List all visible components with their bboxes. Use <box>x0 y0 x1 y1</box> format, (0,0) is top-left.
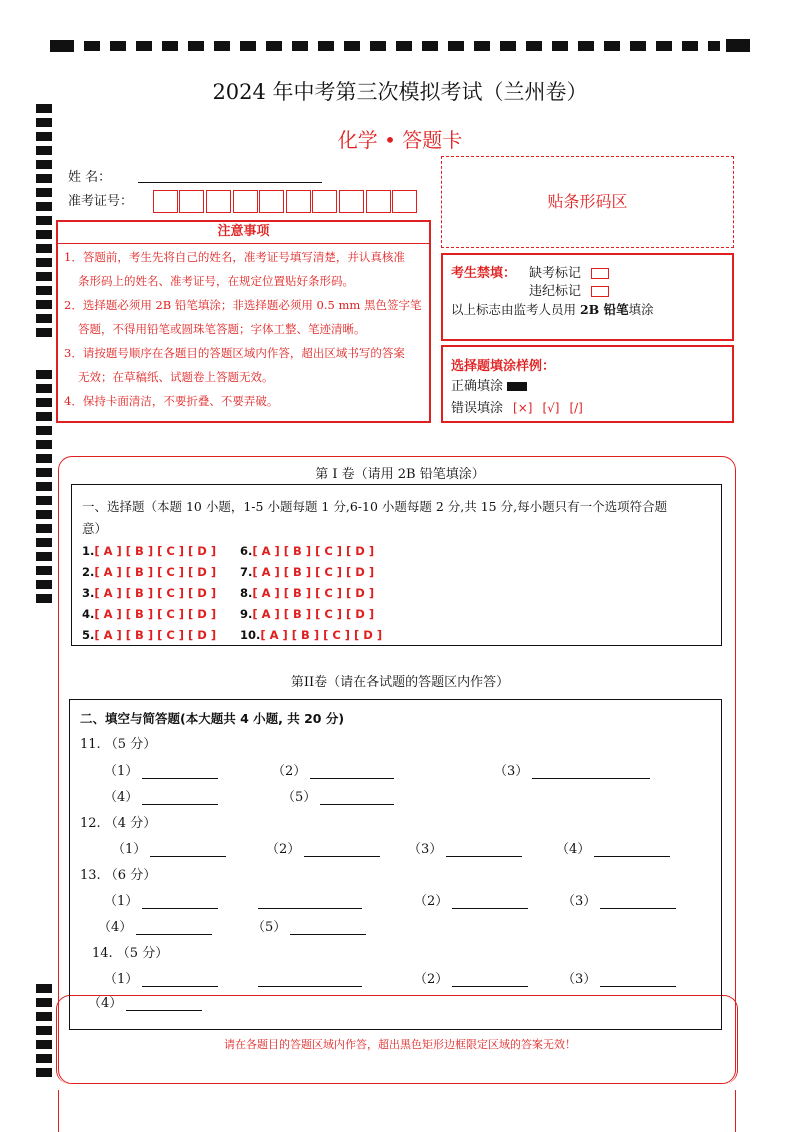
absent-mark[interactable] <box>529 262 609 281</box>
q14-label: 14. （5 分） <box>92 946 169 961</box>
notice-item: 答题，不得用铅笔或圆珠笔答题；字体工整、笔迹清晰。 <box>78 322 366 336</box>
q13-blank-1[interactable]: （1） <box>104 890 362 909</box>
frame-continuation-left <box>58 1090 59 1132</box>
choice-row-9[interactable]: 9.[ A ] [ B ] [ C ] [ D ] <box>240 607 375 621</box>
wrong-mark: [√] <box>542 401 560 415</box>
filled-mark-icon <box>507 382 527 391</box>
q11-blank-2[interactable]: （2） <box>272 760 394 779</box>
absent-label: 缺考标记 <box>529 266 582 281</box>
q11-blank-1[interactable]: （1） <box>104 760 218 779</box>
q12-blank-3[interactable]: （3） <box>408 838 522 857</box>
q13-blank-2[interactable]: （2） <box>414 890 528 909</box>
fill-in-heading: 二、填空与简答题(本大题共 4 小题, 共 20 分) <box>80 711 345 726</box>
q12-blank-1[interactable]: （1） <box>112 838 226 857</box>
fill-sample-heading: 选择题填涂样例： <box>451 359 556 374</box>
choice-row-10[interactable]: 10.[ A ] [ B ] [ C ] [ D ] <box>240 628 383 642</box>
frame-continuation-right <box>735 1090 736 1132</box>
choice-heading-cont: 意） <box>82 521 108 536</box>
notice-item: 2．选择题必须用 2B 铅笔填涂；非选择题必须用 0.5 mm 黑色签字笔 <box>64 298 422 312</box>
q13-blank-4[interactable]: （4） <box>98 916 212 935</box>
violation-checkbox[interactable] <box>591 286 609 297</box>
choice-row-6[interactable]: 6.[ A ] [ B ] [ C ] [ D ] <box>240 544 375 558</box>
q13-blank-3[interactable]: （3） <box>562 890 676 909</box>
violation-mark[interactable] <box>529 280 609 299</box>
forbidden-note: 以上标志由监考人员用 2B 铅笔填涂 <box>451 302 654 317</box>
name-field[interactable] <box>138 182 322 183</box>
q13-blank-5[interactable]: （5） <box>252 916 366 935</box>
choice-row-7[interactable]: 7.[ A ] [ B ] [ C ] [ D ] <box>240 565 375 579</box>
choice-row-1[interactable]: 1.[ A ] [ B ] [ C ] [ D ] <box>82 544 217 558</box>
correct-fill <box>451 375 527 394</box>
q14-blank-2[interactable]: （2） <box>414 968 528 987</box>
q12-label: 12. （4 分） <box>80 816 157 831</box>
notice-item: 1．答题前，考生先将自己的姓名，准考证号填写清楚，并认真核准 <box>64 250 405 264</box>
wrong-mark: [×] <box>513 401 533 415</box>
choice-row-5[interactable]: 5.[ A ] [ B ] [ C ] [ D ] <box>82 628 217 642</box>
violation-label: 违纪标记 <box>529 284 582 299</box>
choice-row-4[interactable]: 4.[ A ] [ B ] [ C ] [ D ] <box>82 607 217 621</box>
section2-title: 第II卷（请在各试题的答题区内作答） <box>290 675 510 690</box>
choice-row-2[interactable]: 2.[ A ] [ B ] [ C ] [ D ] <box>82 565 217 579</box>
wrong-fill <box>451 397 583 416</box>
section1-title: 第 I 卷（请用 2B 铅笔填涂） <box>315 467 485 482</box>
footer-warning: 请在各题目的答题区域内作答，超出黑色矩形边框限定区域的答案无效！ <box>224 1038 576 1051</box>
q12-blank-2[interactable]: （2） <box>266 838 380 857</box>
q11-blank-4[interactable]: （4） <box>104 786 218 805</box>
q12-blank-4[interactable]: （4） <box>556 838 670 857</box>
choice-row-3[interactable]: 3.[ A ] [ B ] [ C ] [ D ] <box>82 586 217 600</box>
page-subtitle: 化学 • 答题卡 <box>337 128 463 152</box>
q11-blank-5[interactable]: （5） <box>282 786 394 805</box>
notice-item: 无效；在草稿纸、试题卷上答题无效。 <box>78 370 274 384</box>
correct-fill-label: 正确填涂 <box>451 379 504 394</box>
q11-label: 11. （5 分） <box>80 737 157 752</box>
choice-heading: 一、选择题（本题 10 小题，1-5 小题每题 1 分,6-10 小题每题 2 分,共 15 分,每小题只有一个选项符合题 <box>82 499 668 514</box>
page-title: 2024 年中考第三次模拟考试（兰州卷） <box>212 80 588 104</box>
barcode-area-label: 贴条形码区 <box>547 192 628 211</box>
wrong-mark: [/] <box>569 401 583 415</box>
id-label: 准考证号： <box>68 194 134 209</box>
q13-label: 13. （6 分） <box>80 868 157 883</box>
choice-row-8[interactable]: 8.[ A ] [ B ] [ C ] [ D ] <box>240 586 375 600</box>
notice-item: 4．保持卡面清洁，不要折叠、不要弄破。 <box>64 394 279 408</box>
notice-item: 条形码上的姓名、准考证号，在规定位置贴好条形码。 <box>78 274 354 288</box>
name-label: 姓 名： <box>68 170 112 185</box>
wrong-fill-label: 错误填涂 <box>451 401 504 416</box>
q14-blank-4[interactable]: （4） <box>88 992 202 1011</box>
forbidden-heading: 考生禁填： <box>451 266 517 281</box>
absent-checkbox[interactable] <box>591 268 609 279</box>
notice-heading: 注意事项 <box>58 221 429 244</box>
notice-item: 3．请按题号顺序在各题目的答题区域内作答，超出区域书写的答案 <box>64 346 405 360</box>
q14-blank-3[interactable]: （3） <box>562 968 676 987</box>
q11-blank-3[interactable]: （3） <box>494 760 650 779</box>
q14-blank-1[interactable]: （1） <box>104 968 362 987</box>
barcode-area <box>441 156 734 248</box>
